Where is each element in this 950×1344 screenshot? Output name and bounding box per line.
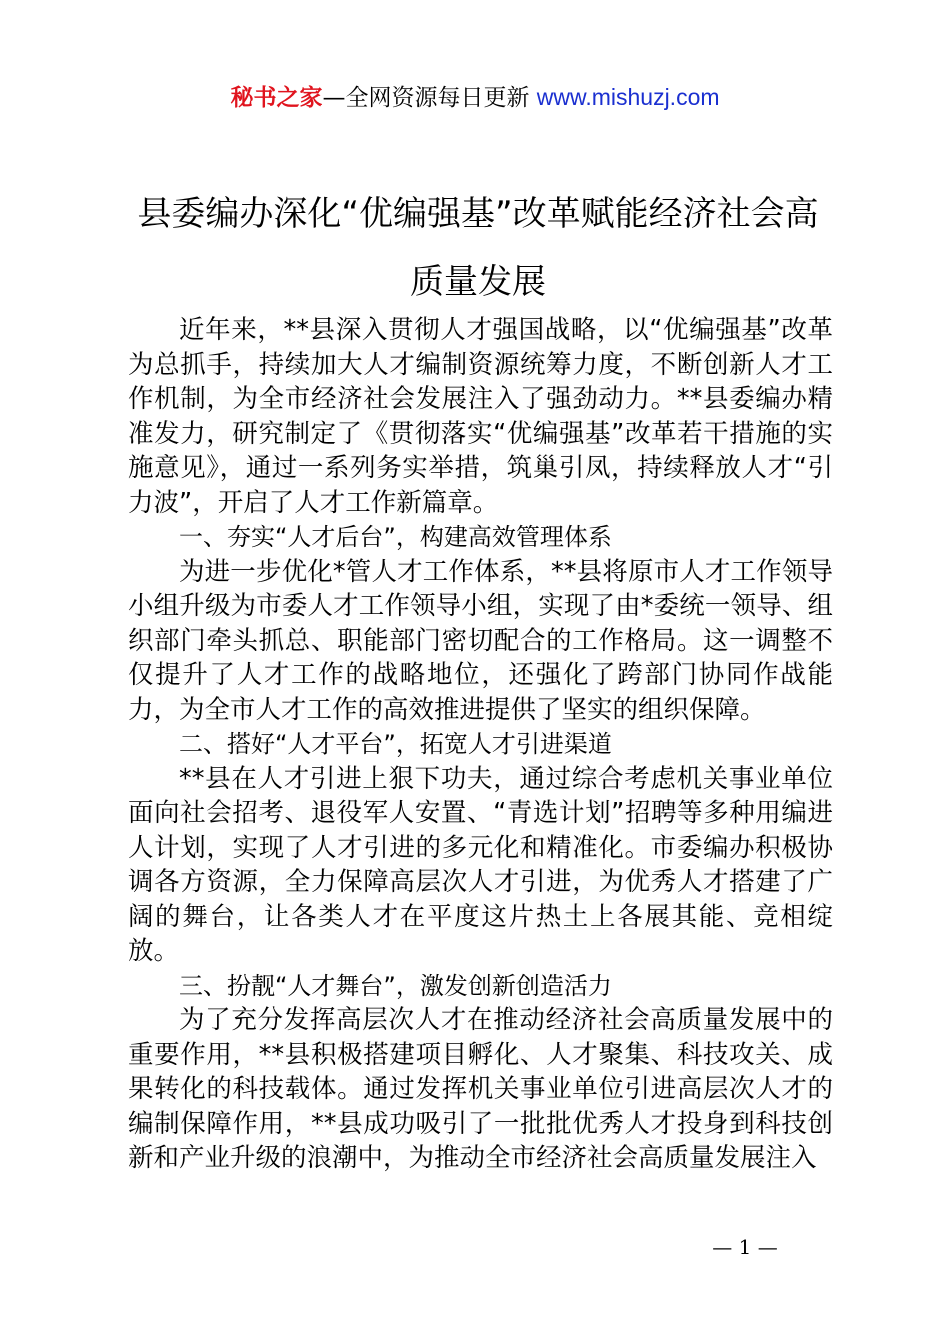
section-heading-1: 一、夯实“人才后台”，构建高效管理体系 [179, 523, 612, 551]
document-body [128, 313, 833, 1176]
site-header [0, 80, 950, 115]
site-url[interactable]: www.mishuzj.com [536, 84, 720, 110]
section-heading-2: 二、搭好“人才平台”，拓宽人才引进渠道 [179, 730, 612, 758]
header-tagline: —全网资源每日更新 [322, 85, 530, 111]
brand-name: 秘书之家 [230, 85, 323, 111]
section-2-paragraph: **县在人才引进上狠下功夫，通过综合考虑机关事业单位面向社会招考、退役军人安置、“青选计划”招聘等多种用编进人计划，实现了人才引进的多元化和精准化。市委编办积极协调各方资源，全力保障高层次人才引进，为优秀人才搭建了广阔的舞台，让各类人才在平度这片热土上各展其能、竞相绽放。 [128, 763, 833, 966]
page-number: — 1 — [712, 1235, 778, 1259]
section-1-paragraph: 为进一步优化*管人才工作体系，**县将原市人才工作领导小组升级为市委人才工作领导小组，实现了由*委统一领导、组织部门牵头抓总、职能部门密切配合的工作格局。这一调整不仅提升了人才工作的战略地位，还强化了跨部门协同作战能力，为全市人才工作的高效推进提供了坚实的组织保障。 [128, 556, 833, 725]
intro-paragraph: 近年来，**县深入贯彻人才强国战略，以“优编强基”改革为总抓手，持续加大人才编制资源统筹力度，不断创新人才工作机制，为全市经济社会发展注入了强劲动力。**县委编办精准发力，研究制定了《贯彻落实“优编强基”改革若干措施的实施意见》，通过一系列务实举措，筑巢引凤，持续释放人才“引力波”，开启了人才工作新篇章。 [128, 315, 833, 518]
section-3-paragraph: 为了充分发挥高层次人才在推动经济社会高质量发展中的重要作用，**县积极搭建项目孵化、人才聚集、科技攻关、成果转化的科技载体。通过发挥机关事业单位引进高层次人才的编制保障作用，**县成功吸引了一批批优秀人才投身到科技创新和产业升级的浪潮中，为推动全市经济社会高质量发展注入 [128, 1005, 833, 1173]
section-heading-3: 三、扮靓“人才舞台”，激发创新创造活力 [179, 971, 612, 1000]
document-title: 县委编办深化“优编强基”改革赋能经济社会高质量发展 [137, 194, 819, 302]
